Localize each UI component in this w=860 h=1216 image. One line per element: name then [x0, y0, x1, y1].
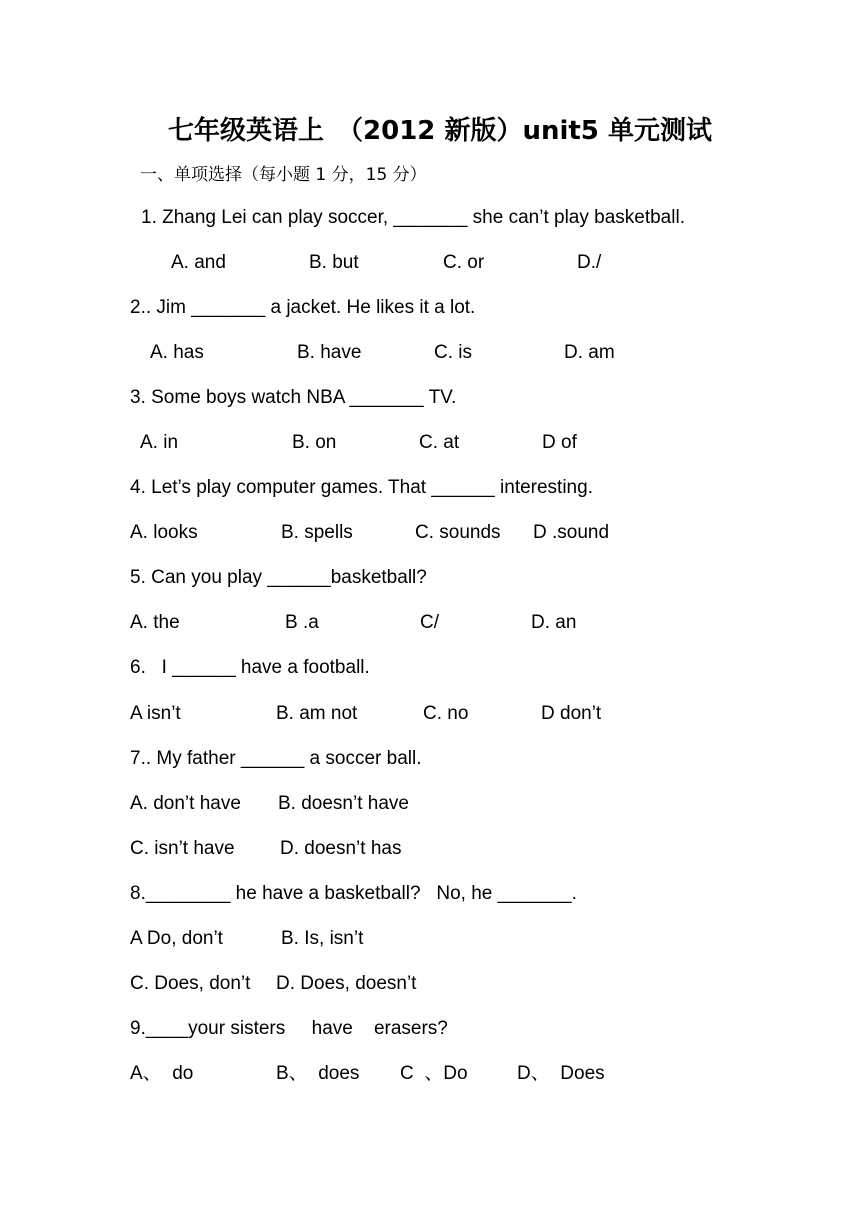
question-6-stem: 6. I ______ have a football.	[130, 657, 370, 678]
question-3-stem: 3. Some boys watch NBA _______ TV.	[130, 387, 457, 408]
question-1-stem: 1. Zhang Lei can play soccer, _______ she can’t play basketball.	[141, 207, 685, 228]
question-1-option-d: D./	[577, 252, 602, 273]
question-6-option-b: B. am not	[276, 703, 358, 724]
question-4-option-a: A. looks	[130, 522, 198, 543]
section-heading: 一、单项选择（每小题 1 分，15 分）	[140, 165, 427, 185]
question-3-option-b: B. on	[292, 432, 337, 453]
question-5-option-c: C/	[420, 612, 439, 633]
question-9-option-d: D、 Does	[517, 1063, 605, 1084]
question-7-option-d: D. doesn’t has	[280, 838, 402, 859]
question-8-option-d: D. Does, doesn’t	[276, 973, 417, 994]
question-8-stem: 8.________ he have a basketball? No, he _______.	[130, 883, 577, 904]
question-5-option-b: B .a	[285, 612, 319, 633]
question-7-option-c: C. isn’t have	[130, 838, 235, 859]
question-9-stem: 9.____your sisters have erasers?	[130, 1018, 448, 1039]
question-9-option-a: A、 do	[130, 1063, 194, 1084]
question-7-stem: 7.. My father ______ a soccer ball.	[130, 748, 422, 769]
question-8-option-a: A Do, don’t	[130, 928, 223, 949]
question-1-option-c: C. or	[443, 252, 485, 273]
page-title: 七年级英语上 （2012 新版）unit5 单元测试	[168, 116, 712, 146]
question-7-option-b: B. doesn’t have	[278, 793, 409, 814]
question-2-option-a: A. has	[150, 342, 204, 363]
question-9-option-b: B、 does	[276, 1063, 360, 1084]
question-2-stem: 2.. Jim _______ a jacket. He likes it a lot.	[130, 297, 476, 318]
question-6-option-c: C. no	[423, 703, 469, 724]
question-5-option-d: D. an	[531, 612, 577, 633]
question-9-option-c: C 、Do	[400, 1063, 468, 1084]
question-8-option-b: B. Is, isn’t	[281, 928, 364, 949]
question-4-option-c: C. sounds	[415, 522, 501, 543]
question-1-option-a: A. and	[171, 252, 226, 273]
question-3-option-c: C. at	[419, 432, 460, 453]
question-4-option-b: B. spells	[281, 522, 353, 543]
question-4-stem: 4. Let’s play computer games. That ______ interesting.	[130, 477, 593, 498]
question-5-option-a: A. the	[130, 612, 180, 633]
question-6-option-a: A isn’t	[130, 703, 181, 724]
question-7-option-a: A. don’t have	[130, 793, 241, 814]
question-2-option-b: B. have	[297, 342, 362, 363]
question-8-option-c: C. Does, don’t	[130, 973, 251, 994]
question-3-option-d: D of	[542, 432, 577, 453]
question-2-option-d: D. am	[564, 342, 615, 363]
question-6-option-d: D don’t	[541, 703, 602, 724]
question-3-option-a: A. in	[140, 432, 179, 453]
question-2-option-c: C. is	[434, 342, 472, 363]
question-5-stem: 5. Can you play ______basketball?	[130, 567, 427, 588]
question-4-option-d: D .sound	[533, 522, 610, 543]
question-1-option-b: B. but	[309, 252, 359, 273]
